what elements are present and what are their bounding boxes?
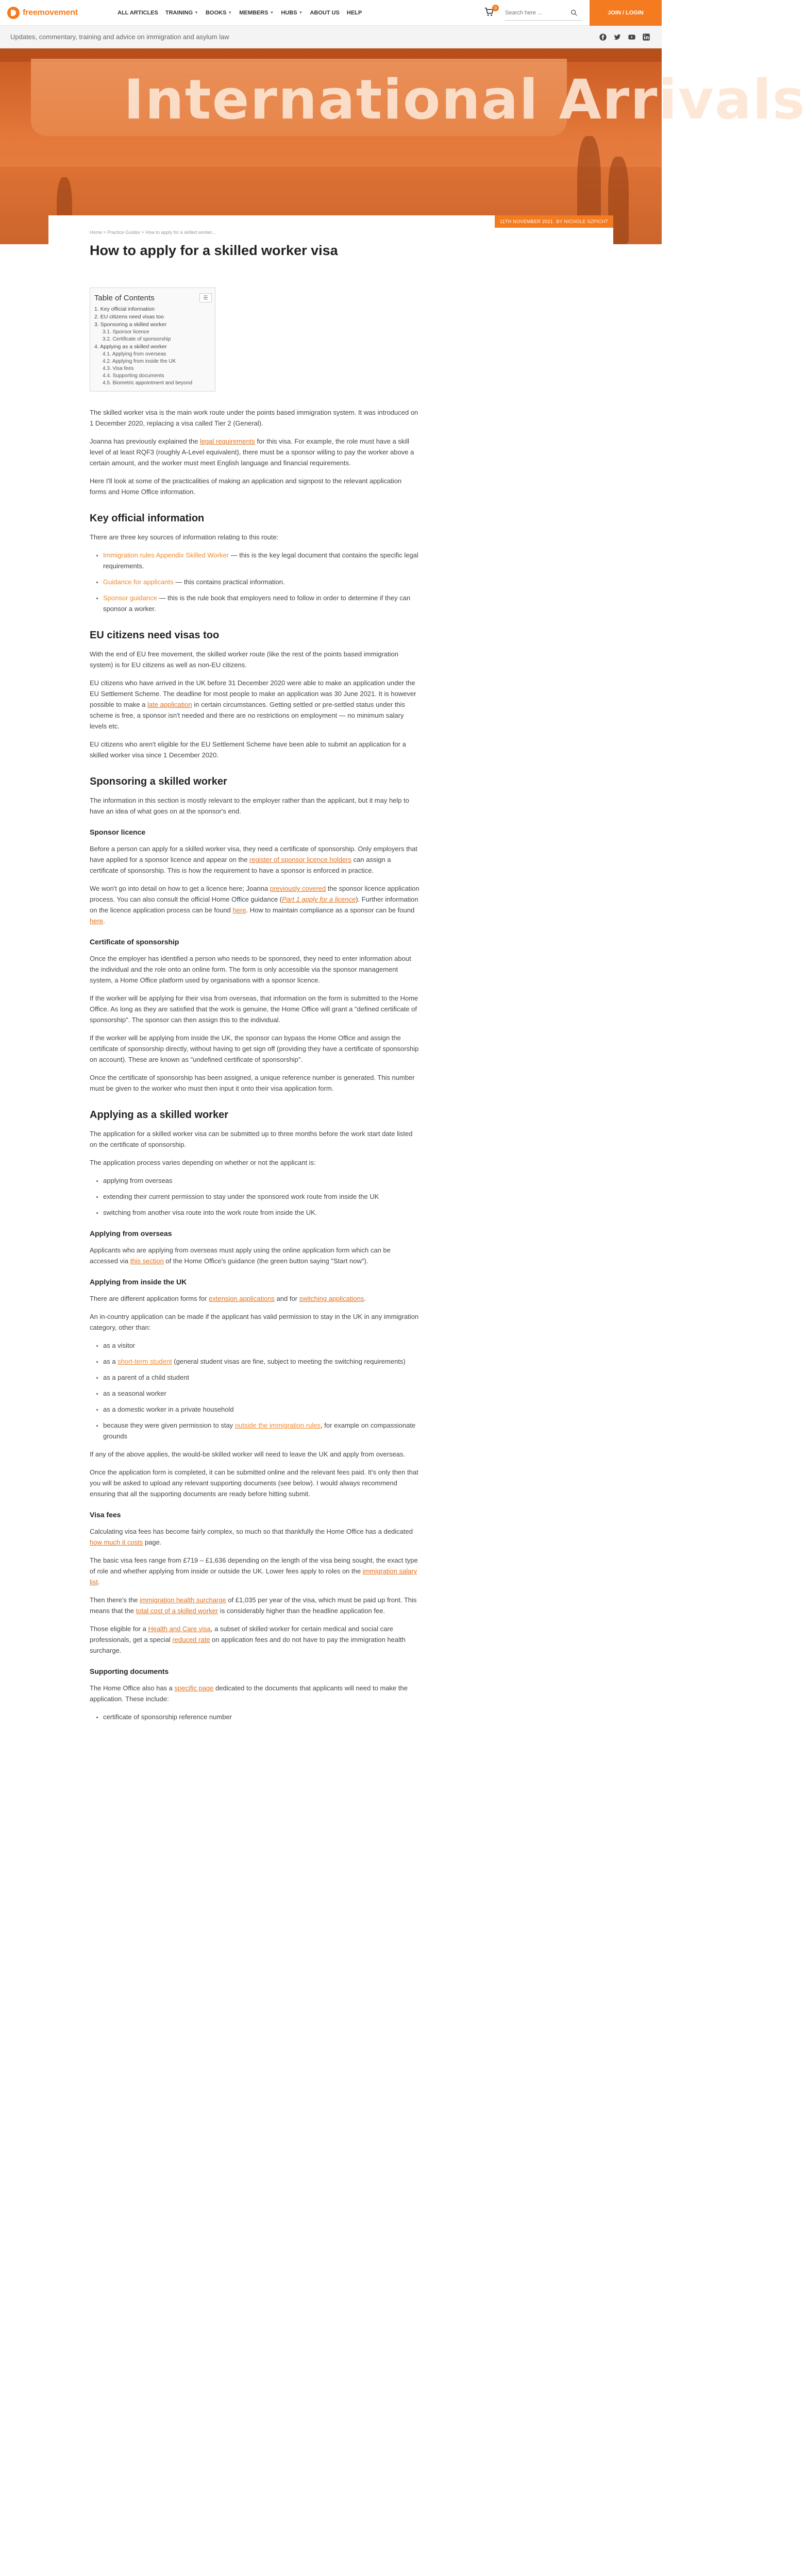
toc-title: Table of Contents: [94, 293, 155, 302]
text: in certain circumstances. Getting settled or pre-settled status under this scheme is free, a sponsor isn't needed and there are no restrictions on employment — no minimum salary levels etc.: [90, 701, 406, 731]
paragraph: [90, 677, 419, 732]
toc-item[interactable]: 1. Key official information: [94, 306, 155, 313]
menu-label: HELP: [346, 9, 362, 16]
article-author[interactable]: BY NICHOLE SZPICHT: [556, 219, 608, 224]
list-item: [103, 1356, 419, 1367]
toc-item[interactable]: 4.2. Applying from inside the UK: [103, 359, 176, 365]
chevron-down-icon: ▼: [298, 10, 303, 15]
youtube-icon[interactable]: [628, 33, 636, 41]
toc-item[interactable]: 2. EU citizens need visas too: [94, 314, 164, 320]
key-sources-list: [90, 550, 419, 614]
total-cost-link[interactable]: total cost of a skilled worker: [136, 1607, 219, 1615]
chevron-down-icon: ▼: [194, 10, 198, 15]
apply-for-licence-link[interactable]: Part 1 apply for a licence: [282, 895, 356, 904]
toc-item[interactable]: 4.4. Supporting documents: [103, 373, 164, 379]
article-content: [90, 215, 419, 1722]
paragraph: [90, 1293, 419, 1304]
chevron-down-icon: ▼: [228, 10, 232, 15]
heading-key-official-information: Key official information: [90, 513, 205, 524]
text: — this contains practical information.: [173, 578, 285, 586]
text: The Home Office also has a: [90, 1684, 175, 1692]
page-title: How to apply for a skilled worker visa: [90, 243, 338, 258]
text: because they were given permission to stay: [103, 1421, 235, 1430]
heading-eu-citizens: EU citizens need visas too: [90, 630, 220, 641]
register-of-sponsors-link[interactable]: register of sponsor licence holders: [249, 856, 352, 864]
text: — this is the key legal document that contains the specific legal requirements.: [103, 551, 418, 570]
list-item: [103, 550, 419, 571]
paragraph: [90, 1555, 419, 1587]
toc-item[interactable]: 4.5. Biometric appointment and beyond: [103, 380, 192, 386]
text: . How to maintain compliance as a sponsor can be found: [246, 906, 415, 914]
paragraph: If any of the above applies, the would-be skilled worker will need to leave the UK and apply from overseas.: [90, 1450, 406, 1459]
sponsor-guidance-link[interactable]: Sponsor guidance: [103, 594, 157, 602]
paragraph: EU citizens who aren't eligible for the EU Settlement Scheme have been able to submit an application for a skilled worker visa since 1 December 2020.: [90, 740, 406, 759]
toc-item[interactable]: 3. Sponsoring a skilled worker: [94, 321, 167, 328]
text: , a subset of skilled worker for certain medical and social care professionals, get a special: [90, 1625, 393, 1644]
paragraph: [90, 1595, 419, 1616]
legal-requirements-link[interactable]: legal requirements: [199, 437, 255, 446]
paragraph: An in-country application can be made if the applicant has valid permission to stay in the UK in any immigration category, other than:: [90, 1313, 419, 1332]
intro-paragraph: [90, 436, 419, 468]
immigration-salary-list-link[interactable]: immigration salary list: [90, 1567, 417, 1586]
paragraph: The application process varies depending on whether or not the applicant is:: [90, 1159, 316, 1167]
toc-item[interactable]: 3.2. Certificate of sponsorship: [103, 336, 171, 343]
heading-sponsoring: Sponsoring a skilled worker: [90, 776, 227, 788]
text: as a seasonal worker: [103, 1389, 166, 1398]
text: the sponsor licence application process. You can also consult the official Home Office guidance (: [90, 885, 419, 904]
paragraph: Once the application form is completed, it can be submitted online and the relevant fees paid. It's only then that you will be asked to upload any relevant supporting documents (see below). I would always recommend ensuring that all the supporting documents are ready before hitting submit.: [90, 1468, 418, 1498]
list-item: [103, 577, 419, 587]
article-meta-badge: [495, 215, 613, 228]
late-application-link[interactable]: late application: [147, 701, 192, 709]
article-date: 11TH NOVEMBER 2021: [499, 219, 553, 224]
cart-button[interactable]: [483, 6, 497, 20]
list-item: [103, 1372, 419, 1383]
text: .: [364, 1295, 366, 1303]
cart-count-badge: 0: [492, 5, 499, 11]
intro-paragraph: Here I'll look at some of the practicalities of making an application and signpost to the relevant application forms and Home Office information.: [90, 477, 402, 496]
menu-item-books[interactable]: [206, 10, 232, 16]
heading-certificate-of-sponsorship: Certificate of sponsorship: [90, 938, 179, 946]
search-input[interactable]: [505, 10, 567, 16]
text: Before a person can apply for a skilled worker visa, they need a certificate of sponsorship. Only employers that have applied for a sponsor licence and appear on the: [90, 845, 417, 864]
intro-paragraph: The skilled worker visa is the main work route under the points based immigration system. It was introduced on 1 December 2020, replacing a visa called Tier 2 (General).: [90, 409, 418, 428]
logo-text: freemovement: [23, 8, 78, 17]
join-login-button[interactable]: JOIN / LOGIN: [590, 0, 662, 26]
toc-header: [94, 293, 212, 302]
menu-label: BOOKS: [205, 9, 227, 16]
paragraph: [90, 1526, 419, 1548]
sub-bar: [0, 26, 662, 48]
text: dedicated to the documents that applicants will need to make the application. These include:: [90, 1684, 408, 1703]
text: .: [103, 917, 105, 925]
toc-item[interactable]: 3.1. Sponsor licence: [103, 329, 149, 335]
heading-sponsor-licence: Sponsor licence: [90, 828, 146, 837]
text: as a parent of a child student: [103, 1374, 189, 1382]
social-links: [593, 33, 650, 41]
text: , for example on compassionate grounds: [103, 1421, 416, 1440]
toc-item[interactable]: 4.3. Visa fees: [103, 366, 134, 372]
text: as a visitor: [103, 1342, 136, 1350]
heading-visa-fees: Visa fees: [90, 1511, 121, 1519]
hero-image: [0, 48, 806, 244]
menu-label: HUBS: [281, 9, 297, 16]
toc-item[interactable]: 4. Applying as a skilled worker: [94, 344, 167, 350]
text: Applicants who are applying from overseas must apply using the online application form which can be accessed via: [90, 1246, 391, 1265]
search-box: [505, 5, 582, 21]
list-item: • switching from another visa route into the work route from inside the UK.: [103, 1207, 419, 1218]
main-menu: [117, 10, 369, 16]
list-item: [103, 1388, 419, 1399]
this-section-link[interactable]: this section: [130, 1257, 164, 1265]
documents-list: [90, 1711, 419, 1722]
text: .: [97, 1578, 100, 1586]
toc-item[interactable]: 4.1. Applying from overseas: [103, 351, 166, 358]
short-term-student-link[interactable]: short-term student: [117, 1358, 172, 1366]
list-item: [103, 1404, 419, 1415]
text: ). Further information on the licence application process can be found: [90, 895, 418, 914]
facebook-icon[interactable]: [599, 33, 607, 41]
paragraph: If the worker will be applying for their visa from overseas, that information on the form is submitted to the Home Office. As long as they are satisfied that the work is genuine, the Home Office will grant a "defined certificate of sponsorship". The sponsor can then assign this to the individual.: [90, 994, 418, 1024]
list-item: • certificate of sponsorship reference number: [103, 1711, 419, 1722]
extension-applications-link[interactable]: extension applications: [209, 1295, 275, 1303]
text: for this visa. For example, the role must have a skill level of at least RQF3 (roughly A-Level equivalent), there must be a sponsor willing to pay the worker above a certain amount, and the worker must meet English language and financial requirements.: [90, 437, 414, 467]
hero-sign-text: International Arrivals: [124, 68, 806, 131]
menu-label: TRAINING: [165, 9, 193, 16]
article-card: [48, 215, 613, 2576]
menu-item-training[interactable]: [165, 10, 198, 16]
site-tagline: Updates, commentary, training and advice on immigration and asylum law: [10, 33, 229, 41]
heading-applying: Applying as a skilled worker: [90, 1109, 228, 1121]
linkedin-icon[interactable]: [642, 33, 650, 41]
menu-item-help[interactable]: [347, 10, 362, 16]
paragraph: Once the employer has identified a person who needs to be sponsored, they need to enter information about the individual and the role onto an online form. The form is only accessible via the sponsor management system, a Home Office platform used by organisations with a sponsor licence.: [90, 955, 411, 985]
guidance-for-applicants-link[interactable]: Guidance for applicants: [103, 578, 174, 586]
twitter-icon[interactable]: [613, 33, 622, 41]
text: Calculating visa fees has become fairly complex, so much so that thankfully the Home Office has a dedicated: [90, 1528, 413, 1536]
list-item: [103, 1340, 419, 1351]
text: on application fees and do not have to pay the immigration health surcharge.: [90, 1636, 406, 1655]
heading-supporting-documents: Supporting documents: [90, 1667, 169, 1676]
table-of-contents: [90, 287, 215, 392]
site-logo[interactable]: [0, 7, 103, 19]
paragraph: [90, 1623, 419, 1656]
text: as a: [103, 1358, 118, 1366]
licence-process-link[interactable]: here: [232, 906, 246, 914]
text: We won't go into detail on how to get a licence here; Joanna: [90, 885, 270, 893]
switching-applications-link[interactable]: switching applications: [299, 1295, 364, 1303]
text: EU citizens who have arrived in the UK before 31 December 2020 were able to make an application under the EU Settlement Scheme. The deadline for most people to make an application was 30 June 2021. It is however possible to make a: [90, 679, 416, 709]
list-item: • extending their current permission to stay under the sponsored work route from inside the UK: [103, 1191, 419, 1202]
nav-right: [483, 0, 662, 26]
health-and-care-visa-link[interactable]: Health and Care visa: [148, 1625, 211, 1633]
paragraph: [90, 843, 419, 876]
outside-immigration-rules-link[interactable]: outside the immigration rules: [234, 1421, 321, 1430]
menu-label: MEMBERS: [239, 9, 268, 16]
text: and for: [274, 1295, 299, 1303]
list-item: [103, 592, 419, 614]
immigration-health-surcharge-link[interactable]: immigration health surcharge: [140, 1596, 226, 1604]
compliance-link[interactable]: here: [90, 917, 104, 925]
text: Joanna has previously explained the: [90, 437, 200, 446]
paragraph: The information in this section is mostly relevant to the employer rather than the applicant, but it may help to have an idea of what goes on at the sponsor's end.: [90, 796, 409, 816]
list-item: [103, 1420, 419, 1442]
paragraph: [90, 1245, 419, 1266]
menu-item-all-articles[interactable]: [117, 10, 158, 16]
text: Then there's the: [90, 1596, 140, 1604]
logo-mark-icon: [7, 7, 20, 19]
paragraph: With the end of EU free movement, the skilled worker route (like the rest of the points based immigration system) is for EU citizens as well as non-EU citizens.: [90, 650, 398, 669]
breadcrumb[interactable]: Home > Practice Guides > How to apply for a skilled worker...: [90, 230, 216, 235]
heading-applying-from-overseas: Applying from overseas: [90, 1229, 172, 1238]
menu-item-members[interactable]: [239, 10, 274, 16]
menu-label: ABOUT US: [310, 9, 340, 16]
text: is considerably higher than the headline application fee.: [218, 1607, 385, 1615]
how-much-it-costs-link[interactable]: how much it costs: [90, 1538, 143, 1547]
menu-item-about-us[interactable]: [310, 10, 339, 16]
menu-label: ALL ARTICLES: [117, 9, 158, 16]
applicant-type-list: [90, 1175, 419, 1218]
paragraph: The application for a skilled worker visa can be submitted up to three months before the work start date listed on the certificate of sponsorship.: [90, 1130, 413, 1149]
text: as a domestic worker in a private household: [103, 1405, 234, 1414]
text: There are different application forms for: [90, 1295, 209, 1303]
specific-page-link[interactable]: specific page: [174, 1684, 214, 1692]
text: (general student visas are fine, subject to meeting the switching requirements): [172, 1358, 406, 1366]
reduced-rate-link[interactable]: reduced rate: [172, 1636, 210, 1644]
paragraph: Once the certificate of sponsorship has been assigned, a unique reference number is generated. This number must be given to the worker who must then input it onto their visa application form.: [90, 1074, 415, 1093]
paragraph: [90, 1683, 419, 1704]
text: of the Home Office's guidance (the green button saying "Start now").: [163, 1257, 368, 1265]
toc-toggle-button[interactable]: ☰: [199, 293, 212, 302]
text: The basic visa fees range from £719 – £1,636 depending on the length of the visa being sought, the exact type of role and whether applying from inside or outside the UK. Lower fees apply to roles on the: [90, 1556, 418, 1575]
search-icon[interactable]: [570, 9, 578, 17]
menu-item-hubs[interactable]: [281, 10, 303, 16]
list-item: • applying from overseas: [103, 1175, 419, 1186]
paragraph: If the worker will be applying from inside the UK, the sponsor can bypass the Home Office and assign the certificate of sponsorship directly, without having to get sign off (providing they have a certificate of sponsorship on account). These are known as "undefined certificate of sponsorship".: [90, 1034, 419, 1064]
paragraph: [90, 883, 419, 926]
text: can assign a certificate of sponsorship. This is how the requirement to have a sponsor is enforced in practice.: [90, 856, 391, 875]
excluded-categories-list: [90, 1340, 419, 1442]
text: — this is the rule book that employers need to follow in order to determine if they can sponsor a worker.: [103, 594, 411, 613]
chevron-down-icon: ▼: [270, 10, 274, 15]
text: page.: [143, 1538, 162, 1547]
text: Those eligible for a: [90, 1625, 148, 1633]
paragraph: There are three key sources of information relating to this route:: [90, 533, 279, 541]
previously-covered-link[interactable]: previously covered: [270, 885, 326, 893]
heading-applying-inside-uk: Applying from inside the UK: [90, 1278, 187, 1286]
text: of £1,035 per year of the visa, which must be paid up front. This means that the: [90, 1596, 417, 1615]
immigration-rules-link[interactable]: Immigration rules Appendix Skilled Worker: [103, 551, 229, 560]
top-navigation: [0, 0, 662, 26]
